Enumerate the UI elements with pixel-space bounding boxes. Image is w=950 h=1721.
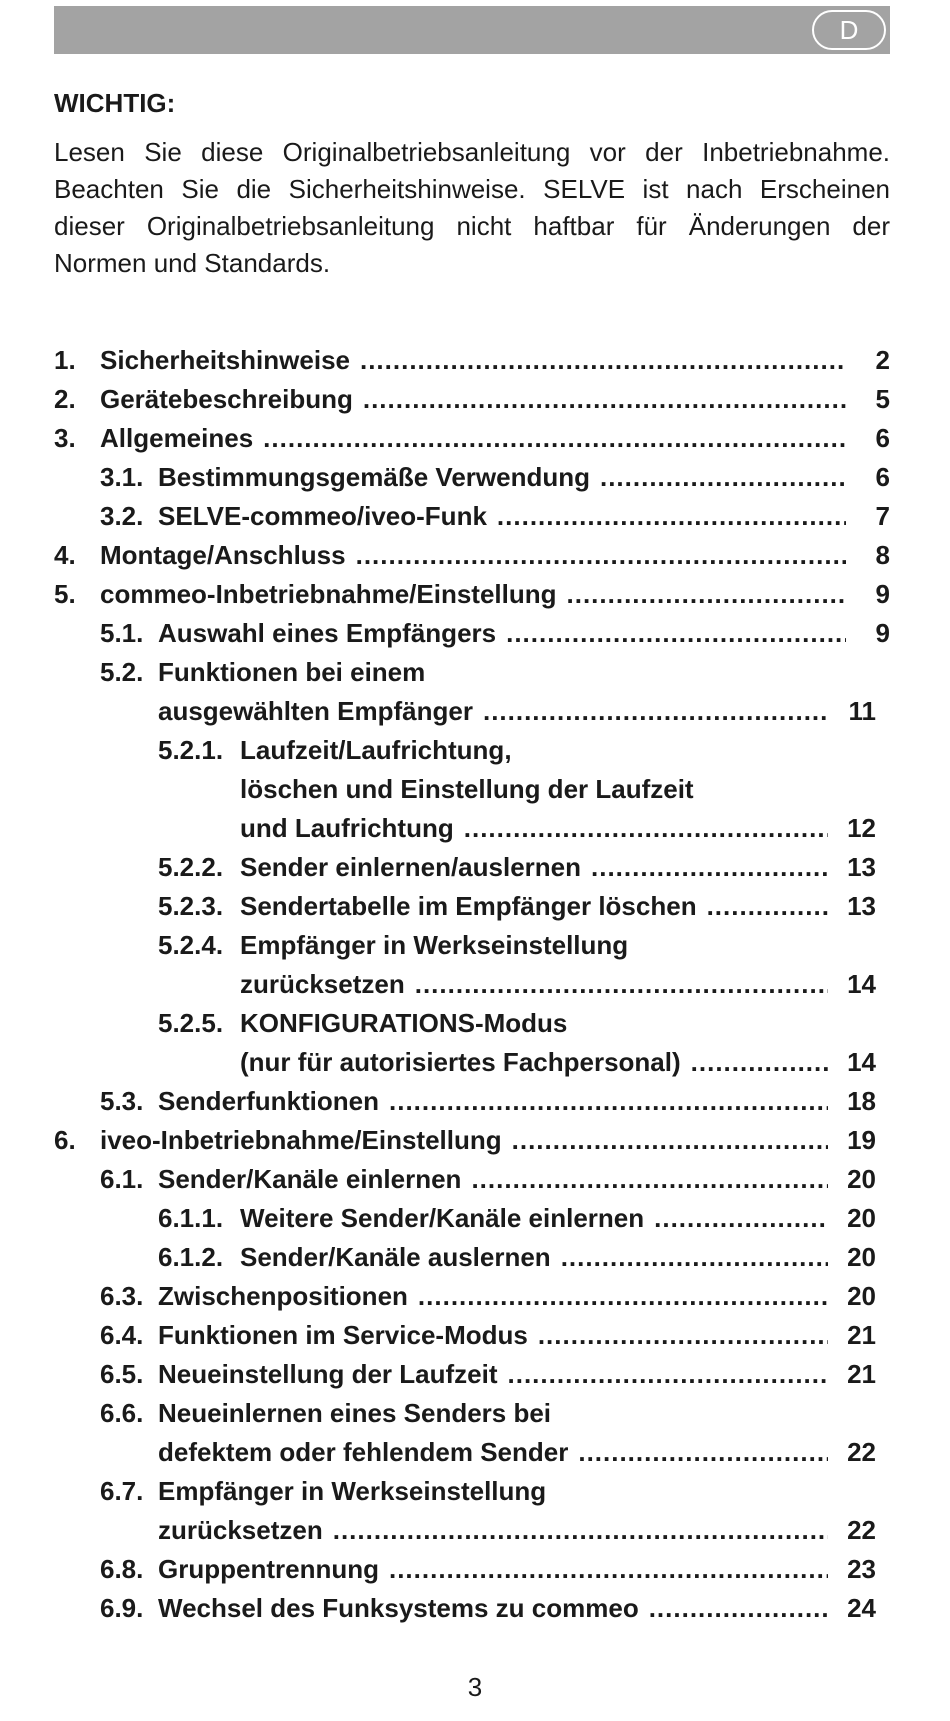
toc-entry [54,614,890,653]
toc-title: Zwischenpositionen [158,1281,408,1311]
toc-entry [54,575,890,614]
toc-number: 6.9. [100,1593,144,1623]
toc-leader-dots [263,419,846,458]
toc-leader-dots [363,380,846,419]
toc-page-number: 22 [847,1437,876,1467]
toc-entry [54,1082,890,1121]
toc-title: Sender einlernen/auslernen [240,852,582,882]
toc-number: 6.4. [100,1320,144,1350]
toc-title: defektem oder fehlendem Sender [158,1437,569,1467]
toc-entry [54,1550,890,1589]
toc-number: 3.2. [100,501,144,531]
toc-number: 6.6. [100,1398,144,1428]
toc-page-number: 6 [875,423,890,453]
toc-page-number: 20 [847,1203,876,1233]
toc-entry [54,341,890,380]
toc-number: 6.1. [100,1164,144,1194]
toc-page-number: 14 [847,969,876,999]
toc-leader-dots [333,1511,828,1550]
toc-entry [54,1355,890,1394]
toc-number: 5.2.5. [158,1008,224,1038]
toc-entry [54,1004,890,1043]
toc-entry [54,1472,890,1511]
toc-leader-dots [649,1589,828,1628]
toc-leader-dots [561,1238,828,1277]
toc-title: Neueinlernen eines Senders bei [158,1398,552,1428]
toc-entry [54,380,890,419]
toc-number: 6.7. [100,1476,144,1506]
toc-page-number: 8 [875,540,890,570]
toc-title: und Laufrichtung [240,813,454,843]
toc-number: 6.1.1. [158,1203,224,1233]
toc-entry [54,887,890,926]
toc-title: Sender/Kanäle auslernen [240,1242,551,1272]
toc-leader-dots [512,1121,828,1160]
toc-page-number: 24 [847,1593,876,1623]
toc-title: Empfänger in Werkseinstellung [158,1476,547,1506]
toc-number: 5.2.1. [158,735,224,765]
toc-leader-dots [600,458,846,497]
toc-title: löschen und Einstellung der Laufzeit [240,774,694,804]
toc-title: Funktionen bei einem [158,657,426,687]
toc-title: zurücksetzen [240,969,405,999]
toc-entry [54,1433,890,1472]
toc-title: Laufzeit/Laufrichtung, [240,735,512,765]
toc-entry [54,848,890,887]
toc-title: Senderfunktionen [158,1086,380,1116]
toc-page-number: 11 [848,696,876,726]
toc-title: Bestimmungsgemäße Verwendung [158,462,590,492]
toc-leader-dots [389,1082,828,1121]
toc-leader-dots [578,1433,828,1472]
toc-title: Gruppentrennung [158,1554,379,1584]
toc-entry [54,965,890,1004]
toc-entry [54,536,890,575]
toc-title: Neueinstellung der Laufzeit [158,1359,498,1389]
toc-page-number: 13 [847,852,876,882]
toc-page-number: 19 [847,1125,876,1155]
toc-number: 5. [54,579,76,609]
toc-number: 5.2.3. [158,891,224,921]
toc-title: Empfänger in Werkseinstellung [240,930,629,960]
toc-title: Wechsel des Funksystems zu commeo [158,1593,639,1623]
toc-entry [54,419,890,458]
toc-title: Weitere Sender/Kanäle einlernen [240,1203,645,1233]
toc-entry [54,1589,890,1628]
toc-page-number: 6 [875,462,890,492]
toc-entry [54,1394,890,1433]
toc-entry [54,1121,890,1160]
toc-number: 5.3. [100,1086,144,1116]
toc-number: 5.2. [100,657,144,687]
toc-title: Gerätebeschreibung [100,384,353,414]
toc-leader-dots [415,965,828,1004]
page-number: 3 [467,1672,483,1702]
toc-number: 2. [54,384,76,414]
toc-page-number: 7 [875,501,890,531]
table-of-contents [54,341,890,1628]
toc-entry [54,1511,890,1550]
toc-page-number: 20 [847,1281,876,1311]
toc-leader-dots [591,848,828,887]
toc-entry [54,1316,890,1355]
toc-title: Allgemeines [100,423,254,453]
toc-title: Auswahl eines Empfängers [158,618,497,648]
toc-entry [54,809,890,848]
toc-leader-dots [471,1160,828,1199]
toc-page-number: 21 [847,1359,876,1389]
toc-number: 6.1.2. [158,1242,224,1272]
toc-leader-dots [356,536,846,575]
header-bar [54,6,890,54]
toc-leader-dots [418,1277,828,1316]
toc-entry [54,926,890,965]
toc-title: SELVE-commeo/iveo-Funk [158,501,487,531]
toc-page-number: 21 [847,1320,876,1350]
toc-entry [54,653,890,692]
toc-number: 5.1. [100,618,144,648]
toc-leader-dots [691,1043,828,1082]
toc-page-number: 12 [847,813,876,843]
toc-entry [54,497,890,536]
toc-title: zurücksetzen [158,1515,323,1545]
toc-leader-dots [506,614,846,653]
intro-paragraph: Lesen Sie diese Originalbetriebsanleitung vor der Inbetriebnahme. Beachten Sie die Sicherheitshinweise. SELVE ist nach Erscheinen dieser Originalbetriebsanleitung nicht haftbar für Änderungen der Normen und Standards. [54,137,890,278]
toc-leader-dots [497,497,846,536]
toc-page-number: 5 [875,384,890,414]
toc-entry [54,1043,890,1082]
toc-number: 6. [54,1125,76,1155]
toc-leader-dots [483,692,828,731]
toc-leader-dots [567,575,846,614]
toc-entry [54,1238,890,1277]
toc-entry [54,1277,890,1316]
toc-leader-dots [464,809,828,848]
toc-number: 6.5. [100,1359,144,1389]
toc-entry [54,770,890,809]
toc-page-number: 2 [875,345,890,375]
toc-title: Sendertabelle im Empfänger löschen [240,891,697,921]
toc-page-number: 23 [847,1554,876,1584]
toc-leader-dots [654,1199,828,1238]
toc-title: Sicherheitshinweise [100,345,350,375]
toc-title: (nur für autorisiertes Fachpersonal) [240,1047,681,1077]
toc-leader-dots [389,1550,828,1589]
toc-entry [54,1160,890,1199]
toc-title: commeo-Inbetriebnahme/Einstellung [100,579,557,609]
toc-number: 6.3. [100,1281,144,1311]
toc-page-number: 22 [847,1515,876,1545]
toc-title: KONFIGURATIONS-Modus [240,1008,568,1038]
toc-page-number: 9 [875,618,890,648]
toc-leader-dots [508,1355,829,1394]
language-badge: D [812,10,886,50]
toc-number: 3. [54,423,76,453]
toc-entry [54,692,890,731]
toc-number: 1. [54,345,76,375]
toc-page-number: 13 [847,891,876,921]
toc-entry [54,731,890,770]
toc-title: Funktionen im Service-Modus [158,1320,528,1350]
toc-title: Montage/Anschluss [100,540,346,570]
toc-page-number: 20 [847,1242,876,1272]
toc-number: 4. [54,540,76,570]
toc-page-number: 9 [875,579,890,609]
toc-title: iveo-Inbetriebnahme/Einstellung [100,1125,502,1155]
important-heading: WICHTIG: [54,88,176,118]
toc-entry [54,1199,890,1238]
toc-number: 5.2.2. [158,852,224,882]
toc-leader-dots [707,887,828,926]
toc-title: ausgewählten Empfänger [158,696,473,726]
toc-page-number: 14 [847,1047,876,1077]
toc-leader-dots [538,1316,828,1355]
toc-number: 5.2.4. [158,930,224,960]
toc-entry [54,458,890,497]
toc-title: Sender/Kanäle einlernen [158,1164,462,1194]
toc-leader-dots [360,341,846,380]
toc-page-number: 18 [847,1086,876,1116]
toc-number: 3.1. [100,462,144,492]
toc-number: 6.8. [100,1554,144,1584]
toc-page-number: 20 [847,1164,876,1194]
